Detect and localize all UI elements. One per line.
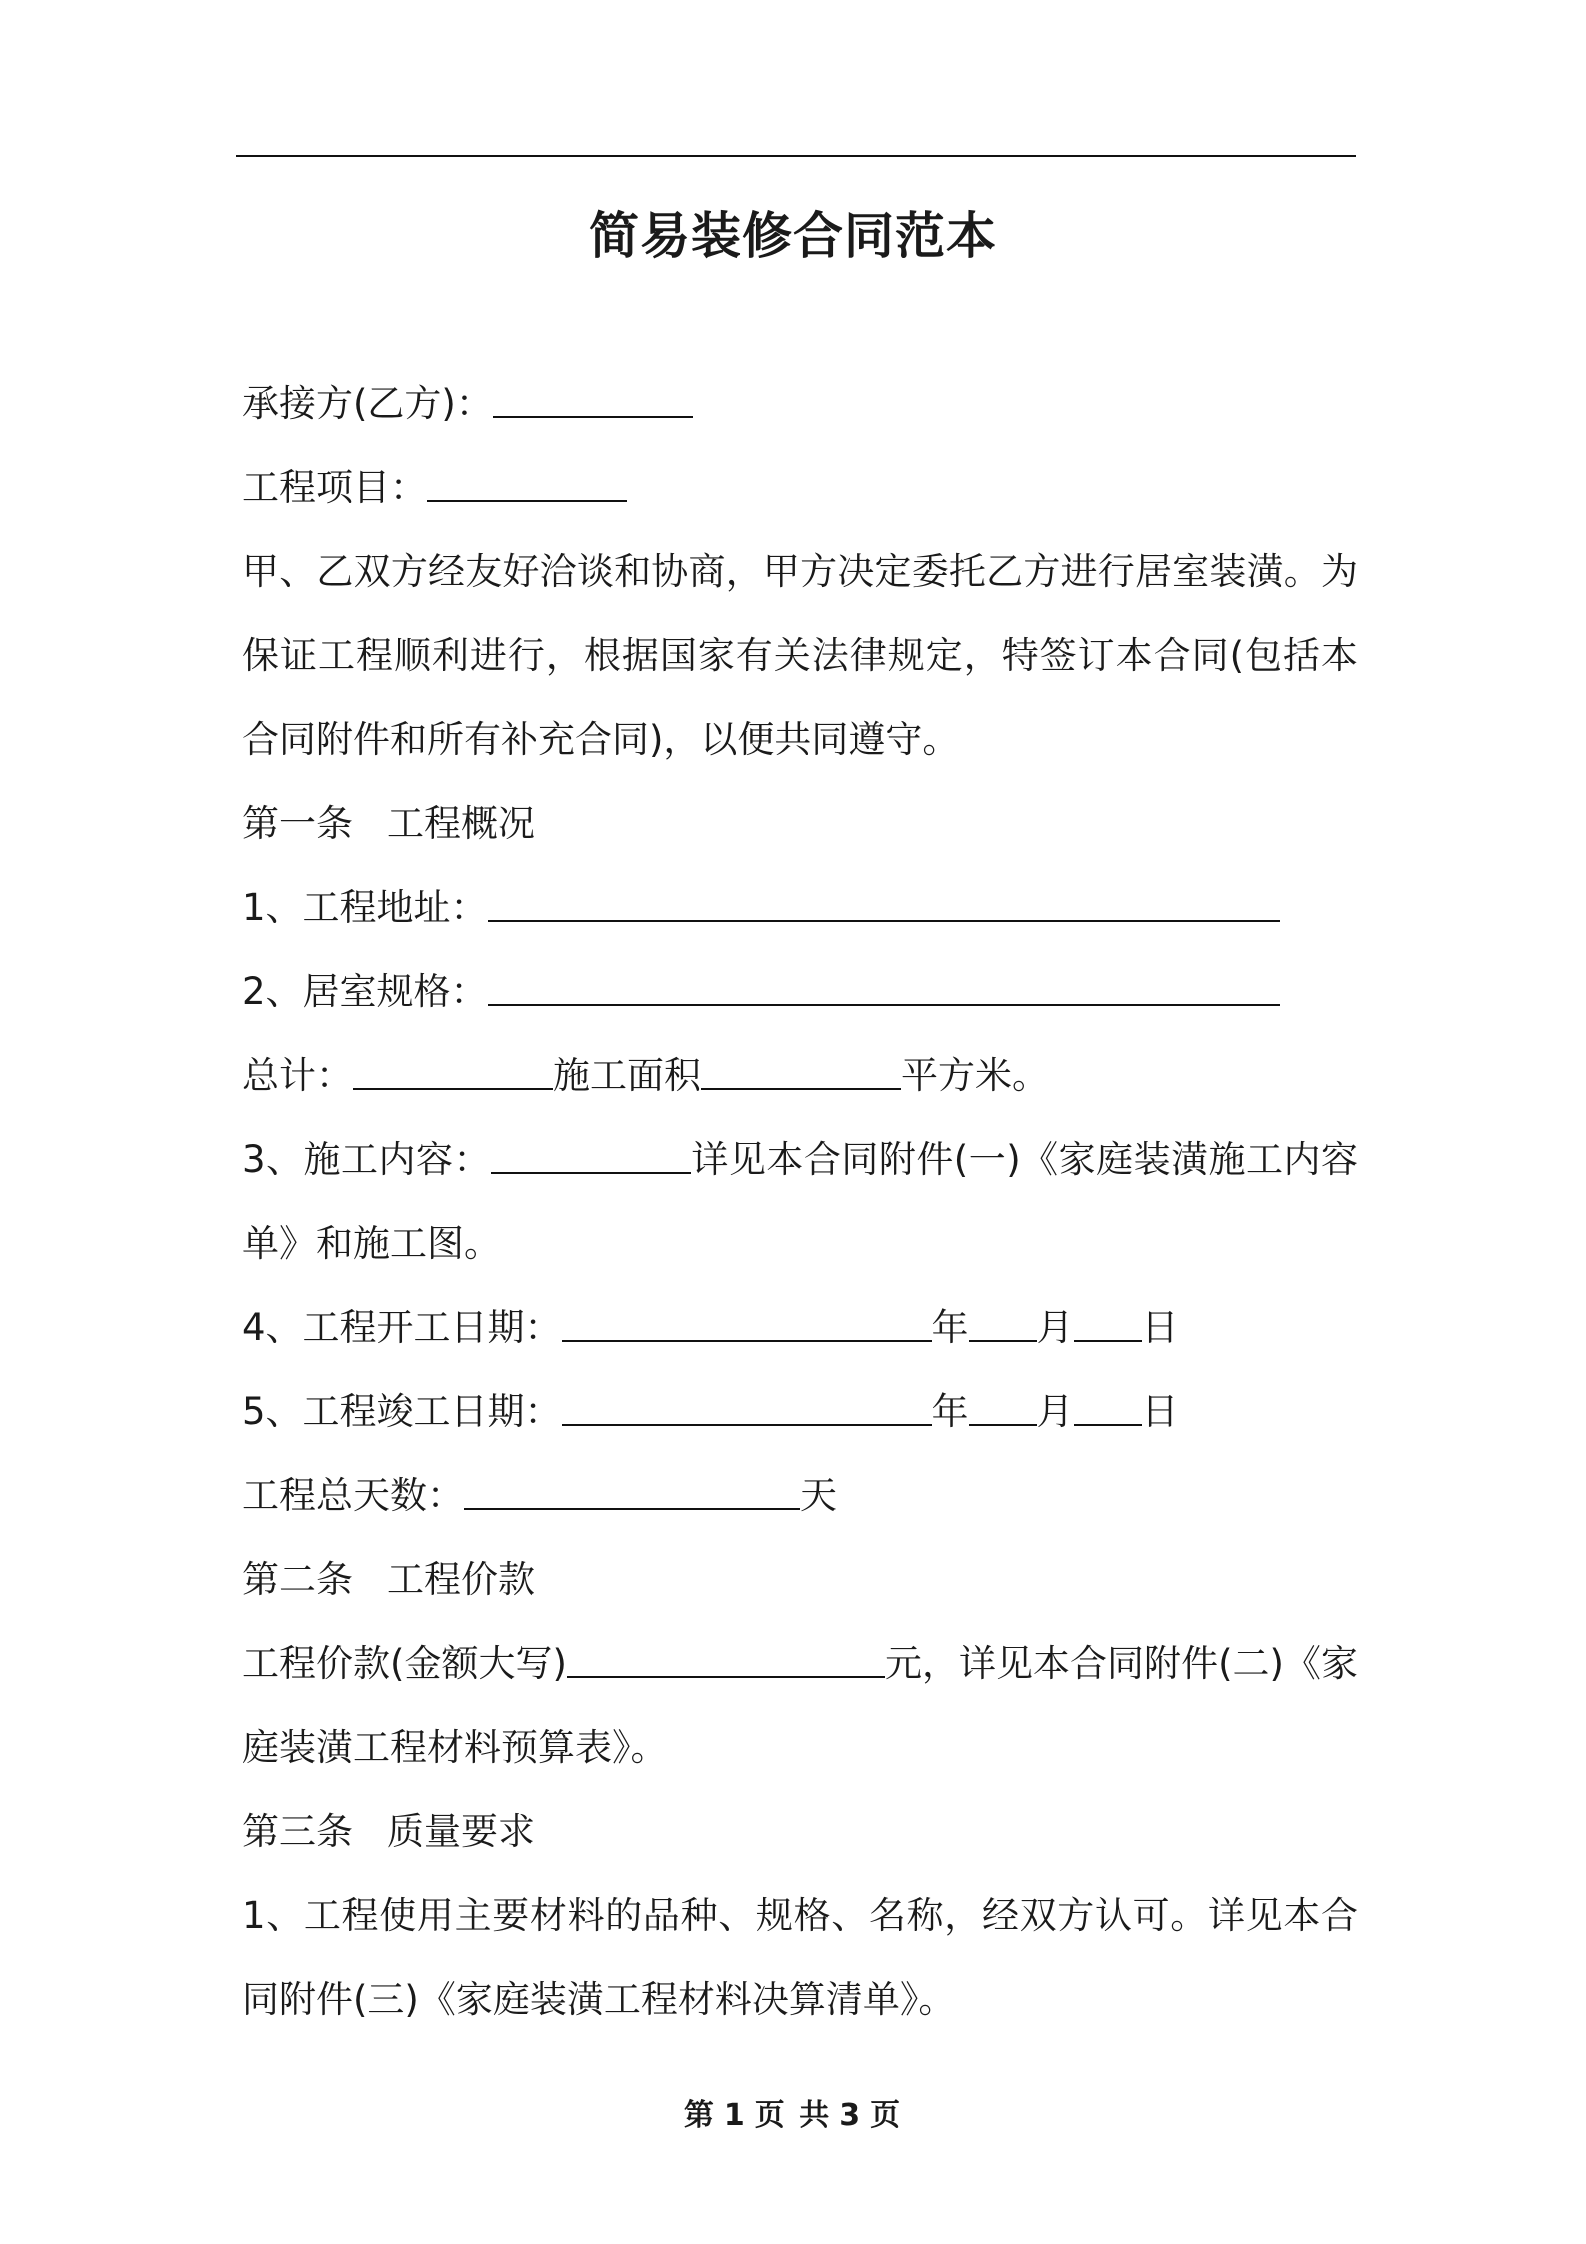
article1-heading [242,782,1358,866]
area-unit: 平方米。 [901,1054,1049,1097]
contractor-line [242,362,1358,446]
end-day-blank[interactable] [1074,1390,1142,1426]
address-blank[interactable] [488,886,1280,922]
end-date-line [242,1370,1358,1454]
project-blank[interactable] [427,466,627,502]
article3-title: 质量要求 [387,1810,535,1853]
article2-title: 工程价款 [387,1558,535,1601]
document-title: 简易装修合同范本 [589,207,997,265]
content-blank[interactable] [491,1138,691,1174]
price-blank[interactable] [567,1642,885,1678]
total-label: 总计： [242,1054,353,1097]
days-unit: 天 [800,1474,837,1517]
total-blank[interactable] [353,1054,553,1090]
end-month-blank[interactable] [969,1390,1037,1426]
current-page-number: 1 [723,2098,747,2133]
address-label: 1、工程地址： [242,886,488,929]
project-line [242,446,1358,530]
total-days-line [242,1454,1358,1538]
article1-title: 工程概况 [387,802,535,845]
footer-suffix: 页 [870,2098,903,2133]
month-label: 月 [1036,1390,1074,1433]
total-line [242,1034,1358,1118]
article2-heading [242,1538,1358,1622]
footer-middle: 页 共 [754,2098,832,2133]
start-label: 4、工程开工日期： [242,1306,562,1349]
article1-number: 第一条 [242,802,353,845]
address-line [242,866,1358,950]
article3-number: 第三条 [242,1810,353,1853]
end-label: 5、工程竣工日期： [242,1390,562,1433]
price-label: 工程价款(金额大写) [242,1642,567,1685]
spec-line [242,950,1358,1034]
contractor-blank[interactable] [493,382,693,418]
price-paragraph [242,1622,1358,1790]
price-suffix: 元，详见本合同附件(二)《家庭装潢工程材料预算表》。 [242,1642,1358,1769]
end-year-blank[interactable] [562,1390,932,1426]
intro-paragraph: 甲、乙双方经友好洽谈和协商，甲方决定委托乙方进行居室装潢。为保证工程顺利进行，根据国家有关法律规定，特签订本合同(包括本合同附件和所有补充合同)，以便共同遵守。 [242,550,1358,761]
area-blank[interactable] [701,1054,901,1090]
contractor-label: 承接方(乙方)： [242,382,493,425]
project-label: 工程项目： [242,466,427,509]
header-rule [236,155,1356,157]
footer-prefix: 第 [683,2098,716,2133]
area-label: 施工面积 [553,1054,701,1097]
start-day-blank[interactable] [1074,1306,1142,1342]
spec-blank[interactable] [488,970,1280,1006]
content-suffix: 详见本合同附件(一)《家庭装潢施工内容单》和施工图。 [242,1138,1358,1265]
days-label: 工程总天数： [242,1474,464,1517]
start-month-blank[interactable] [969,1306,1037,1342]
article3-heading [242,1790,1358,1874]
day-label: 日 [1141,1390,1179,1433]
days-blank[interactable] [464,1474,800,1510]
article2-number: 第二条 [242,1558,353,1601]
day-label: 日 [1141,1306,1179,1349]
start-year-blank[interactable] [562,1306,932,1342]
content-paragraph [242,1118,1358,1286]
year-label: 年 [931,1306,969,1349]
page-footer [0,2090,1586,2134]
content-label: 3、施工内容： [242,1138,491,1181]
start-date-line [242,1286,1358,1370]
document-body [242,362,1358,2042]
month-label: 月 [1036,1306,1074,1349]
year-label: 年 [931,1390,969,1433]
spec-label: 2、居室规格： [242,970,488,1013]
total-pages-number: 3 [839,2098,863,2133]
quality-item1: 1、工程使用主要材料的品种、规格、名称，经双方认可。详见本合同附件(三)《家庭装潢工程材料决算清单》。 [242,1894,1358,2021]
